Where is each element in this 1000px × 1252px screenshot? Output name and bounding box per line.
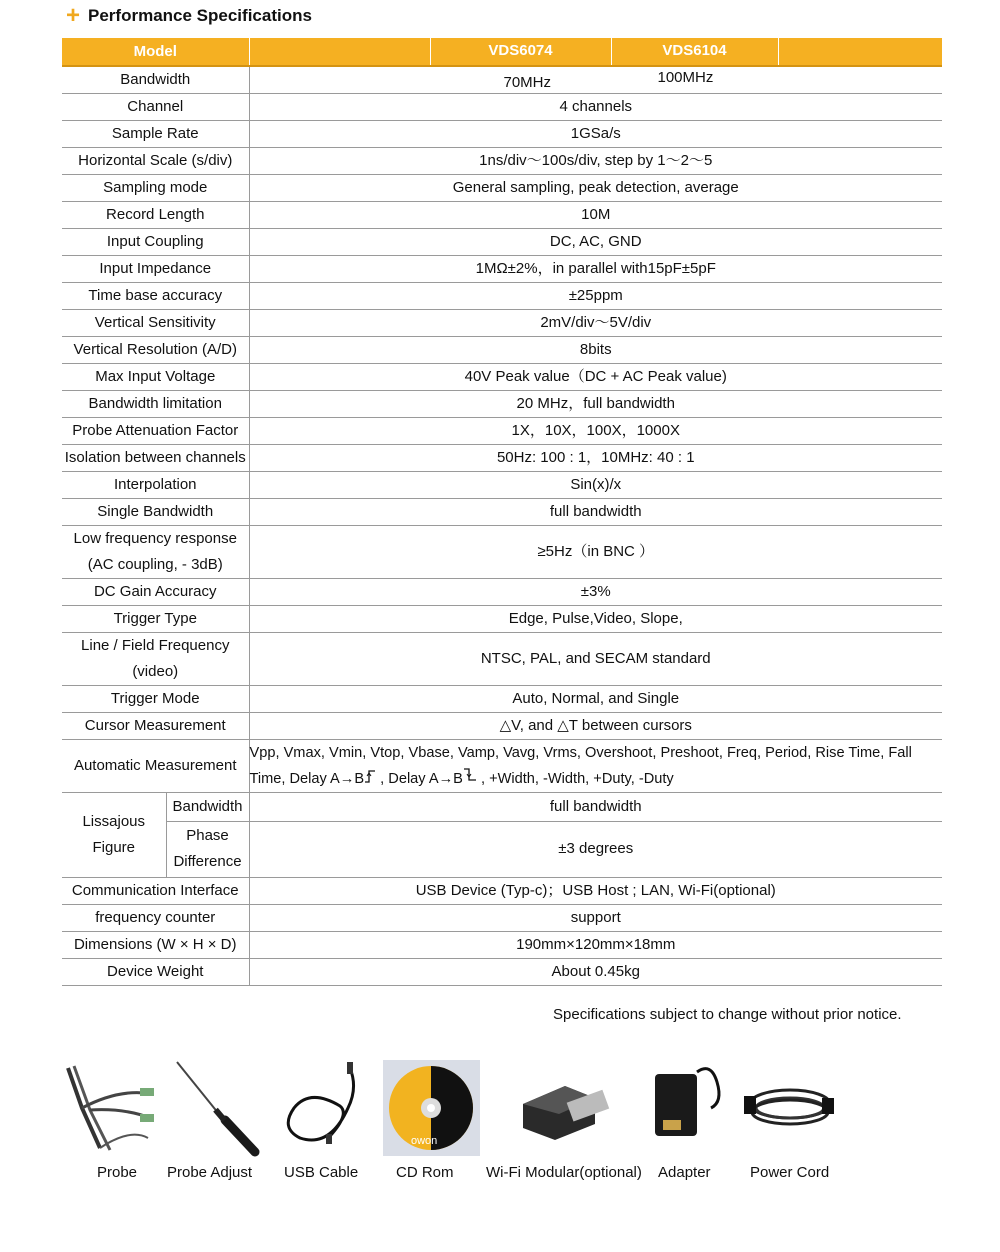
cd-icon [383, 1060, 480, 1156]
svg-text:owon: owon [411, 1135, 438, 1147]
table-row: Max Input Voltage 40V Peak value（DC + AC Peak value) [62, 364, 942, 391]
table-row: Phase Difference ±3 degrees [62, 821, 942, 877]
table-row: Input Coupling DC, AC, GND [62, 229, 942, 256]
probe-icon [60, 1058, 160, 1158]
disclaimer-note: Specifications subject to change without prior notice. [553, 1006, 902, 1023]
table-row: Horizontal Scale (s/div) 1ns/div～100s/div, step by 1～2～5 [62, 148, 942, 175]
bandwidth-model-1: 70MHz [503, 74, 552, 91]
table-row: DC Gain Accuracy ±3% [62, 579, 942, 606]
table-row: Line / Field Frequency (video) NTSC, PAL, and SECAM standard [62, 633, 942, 686]
spec-table [62, 38, 942, 986]
accessory-wifi-module: Wi-Fi Modular(optional) [515, 1058, 615, 1158]
header-model-2: VDS6104 [612, 38, 779, 65]
table-row: Probe Attenuation Factor 1X，10X，100X，1000X [62, 418, 942, 445]
usb-cable-icon [270, 1058, 370, 1158]
screwdriver-icon [165, 1058, 265, 1158]
accessory-probe: Probe [60, 1058, 160, 1158]
table-row: Cursor Measurement △V, and △T between cursors [62, 713, 942, 740]
table-row: Trigger Mode Auto, Normal, and Single [62, 686, 942, 713]
table-row: Single Bandwidth full bandwidth [62, 499, 942, 526]
header-model: Model [62, 38, 249, 66]
power-cord-icon [740, 1058, 840, 1158]
accessories-row [0, 1058, 1000, 1188]
table-row: Vertical Resolution (A/D) 8bits [62, 337, 942, 364]
wifi-dongle-icon [515, 1058, 615, 1158]
accessory-usb-cable: USB Cable [270, 1058, 370, 1158]
falling-edge-icon [463, 766, 477, 784]
accessory-power-cord: Power Cord [740, 1058, 840, 1158]
accessory-cd-rom: owon CD Rom [383, 1060, 480, 1156]
bandwidth-model-2: 100MHz [657, 69, 714, 86]
table-row: Sample Rate 1GSa/s [62, 121, 942, 148]
adapter-icon [645, 1058, 725, 1158]
accessory-probe-adjust: Probe Adjust [165, 1058, 265, 1158]
row-label: Bandwidth [62, 66, 249, 94]
table-row: Device Weight About 0.45kg [62, 959, 942, 986]
table-row: Bandwidth limitation 20 MHz，full bandwidth [62, 391, 942, 418]
page-title: + Performance Specifications [66, 2, 312, 29]
table-row: Input Impedance 1MΩ±2%，in parallel with15pF±5pF [62, 256, 942, 283]
table-row: Record Length 10M [62, 202, 942, 229]
table-row: Sampling mode General sampling, peak detection, average [62, 175, 942, 202]
table-row: Lissajous Figure Bandwidth full bandwidth [62, 793, 942, 822]
table-row: frequency counter support [62, 905, 942, 932]
header-model-1: VDS6074 [431, 38, 612, 65]
table-row: Low frequency response (AC coupling, - 3dB) ≥5Hz（in BNC ） [62, 526, 942, 579]
accessory-adapter: Adapter [645, 1058, 725, 1158]
plus-icon: + [66, 2, 81, 29]
table-row: Time base accuracy ±25ppm [62, 283, 942, 310]
rising-edge-icon [364, 768, 376, 784]
table-row: Interpolation Sin(x)/x [62, 472, 942, 499]
table-row: Trigger Type Edge, Pulse,Video, Slope, [62, 606, 942, 633]
table-row: Automatic Measurement Vpp, Vmax, Vmin, Vtop, Vbase, Vamp, Vavg, Vrms, Overshoot, Preshoot, Freq, Period, Rise Time, Fall Time, Delay A→B , Delay A→B , +Width, -Width, +Duty, -Duty [62, 740, 942, 793]
table-row: Isolation between channels 50Hz: 100 : 1，10MHz: 40 : 1 [62, 445, 942, 472]
table-row: Channel 4 channels [62, 94, 942, 121]
table-row: Dimensions (W × H × D) 190mm×120mm×18mm [62, 932, 942, 959]
table-row: Vertical Sensitivity 2mV/div～5V/div [62, 310, 942, 337]
table-row: Communication Interface USB Device (Typ-c)；USB Host ; LAN, Wi-Fi(optional) [62, 878, 942, 905]
table-row [62, 66, 942, 94]
table-header [62, 38, 942, 66]
